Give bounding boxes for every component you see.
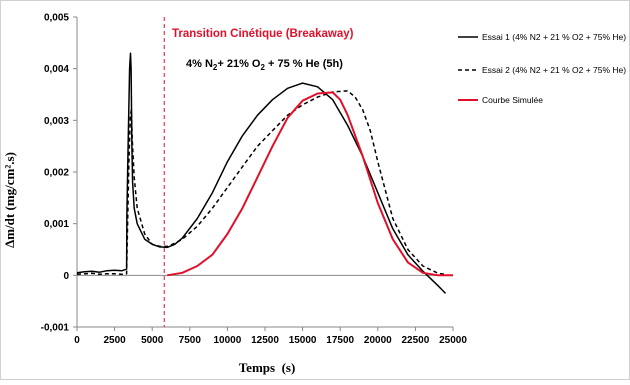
x-tick-label: 20000	[363, 335, 392, 346]
y-tick-label: 0,002	[43, 167, 69, 179]
x-tick-label: 12500	[251, 335, 279, 346]
y-tick-label: 0	[63, 270, 69, 282]
y-tick-label: 0,001	[43, 219, 69, 231]
x-tick-label: 15000	[288, 335, 317, 346]
condition-part-2: + 21% O	[217, 58, 261, 70]
x-tick-label: 17500	[326, 335, 355, 346]
x-tick-label: 2500	[103, 335, 126, 346]
y-tick-label: 0,004	[43, 64, 69, 76]
x-tick-label: 22500	[401, 335, 430, 346]
y-tick-label: 0,003	[43, 115, 69, 127]
y-tick-label: -0,001	[40, 322, 69, 334]
legend-label-simulee: Courbe Simulée	[482, 95, 543, 105]
legend-label-essai-2: Essai 2 (4% N2 + 21 % O2 + 75% He)	[482, 65, 627, 75]
x-tick-label: 0	[74, 335, 80, 346]
x-axis-title: Temps (s)	[238, 360, 296, 375]
condition-annotation	[186, 58, 343, 72]
transition-annotation: Transition Cinétique (Breakaway)	[172, 28, 354, 40]
condition-part-3: + 75 % He (5h)	[264, 58, 343, 70]
condition-sub-1: 2	[212, 63, 218, 72]
legend-label-essai-1: Essai 1 (4% N2 + 21 % O2 + 75% He)	[482, 32, 627, 42]
condition-sub-2: 2	[260, 63, 265, 72]
x-tick-label: 5000	[141, 335, 164, 346]
x-tick-label: 10000	[213, 335, 242, 346]
y-tick-label: 0,005	[43, 12, 69, 24]
y-axis-title: Δm/dt (mg/cm².s)	[2, 152, 17, 248]
x-tick-label: 7500	[178, 335, 201, 346]
x-tick-label: 25000	[439, 335, 467, 346]
condition-part-1: 4% N	[186, 58, 213, 70]
